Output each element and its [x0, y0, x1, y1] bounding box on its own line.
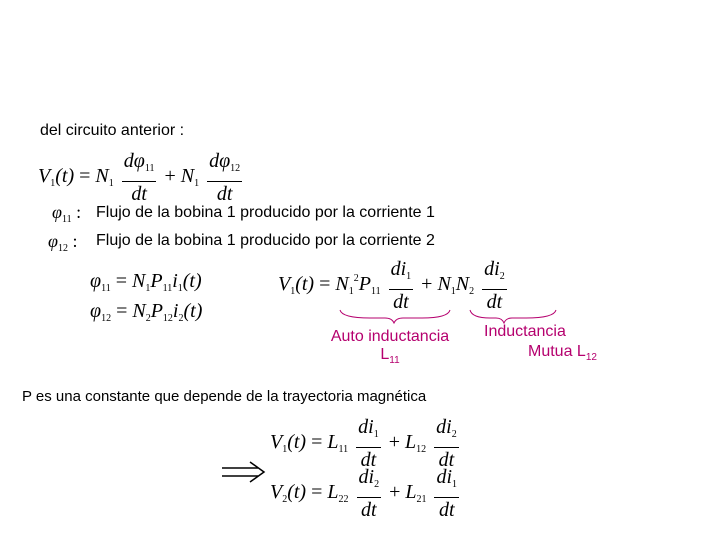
voltage-inductance-expansion: $V_1(t) = N_1^2P_{11}$ $\frac{di_1}{dt}$ + $N_1N_2$ $\frac{di_2}{dt}$ — [278, 258, 505, 313]
phi12-symbol: $\varphi_{12}$ : — [48, 231, 78, 254]
mutual-inductance-label — [484, 322, 597, 368]
final-equation-v1: $V_1(t) = L_{11}$ $\frac{di_1}{dt}$ + $L_{12}$ $\frac{di_2}{dt}$ — [270, 416, 457, 471]
auto-inductance-label — [322, 328, 458, 370]
flux-equation-phi11: $\varphi_{11} = N_1P_{11}i_1(t)$ — [90, 270, 202, 294]
mutual-inductance-line1: Inductancia — [484, 323, 566, 340]
definition-phi12: Flujo de la bobina 1 producido por la corriente 2 — [96, 232, 435, 249]
phi11-symbol: $\varphi_{11}$ : — [52, 202, 82, 225]
definition-phi11: Flujo de la bobina 1 producido por la corriente 1 — [96, 204, 435, 221]
auto-inductance-line1: Auto inductancia — [330, 328, 450, 345]
intro-text: del circuito anterior : — [40, 122, 185, 139]
voltage-flux-equation: $V_1(t) = N_1$ $\frac{d\varphi_{11}}{dt}$ + $N_1$ $\frac{d\varphi_{12}}{dt}$ — [38, 150, 241, 205]
p-constant-note: P es una constante que depende de la trayectoria magnética — [22, 388, 427, 405]
final-equation-v2: $V_2(t) = L_{22}$ $\frac{di_2}{dt}$ + $L_{21}$ $\frac{di_1}{dt}$ — [270, 466, 458, 521]
auto-inductance-brace — [340, 310, 450, 323]
mutual-inductance-line2: Mutua $L_{12}$ — [528, 343, 597, 363]
implies-arrow-icon — [220, 460, 268, 484]
auto-inductance-line2: $L_{11}$ — [380, 346, 400, 366]
flux-equation-phi12: $\varphi_{12} = N_2P_{12}i_2(t)$ — [90, 300, 203, 324]
